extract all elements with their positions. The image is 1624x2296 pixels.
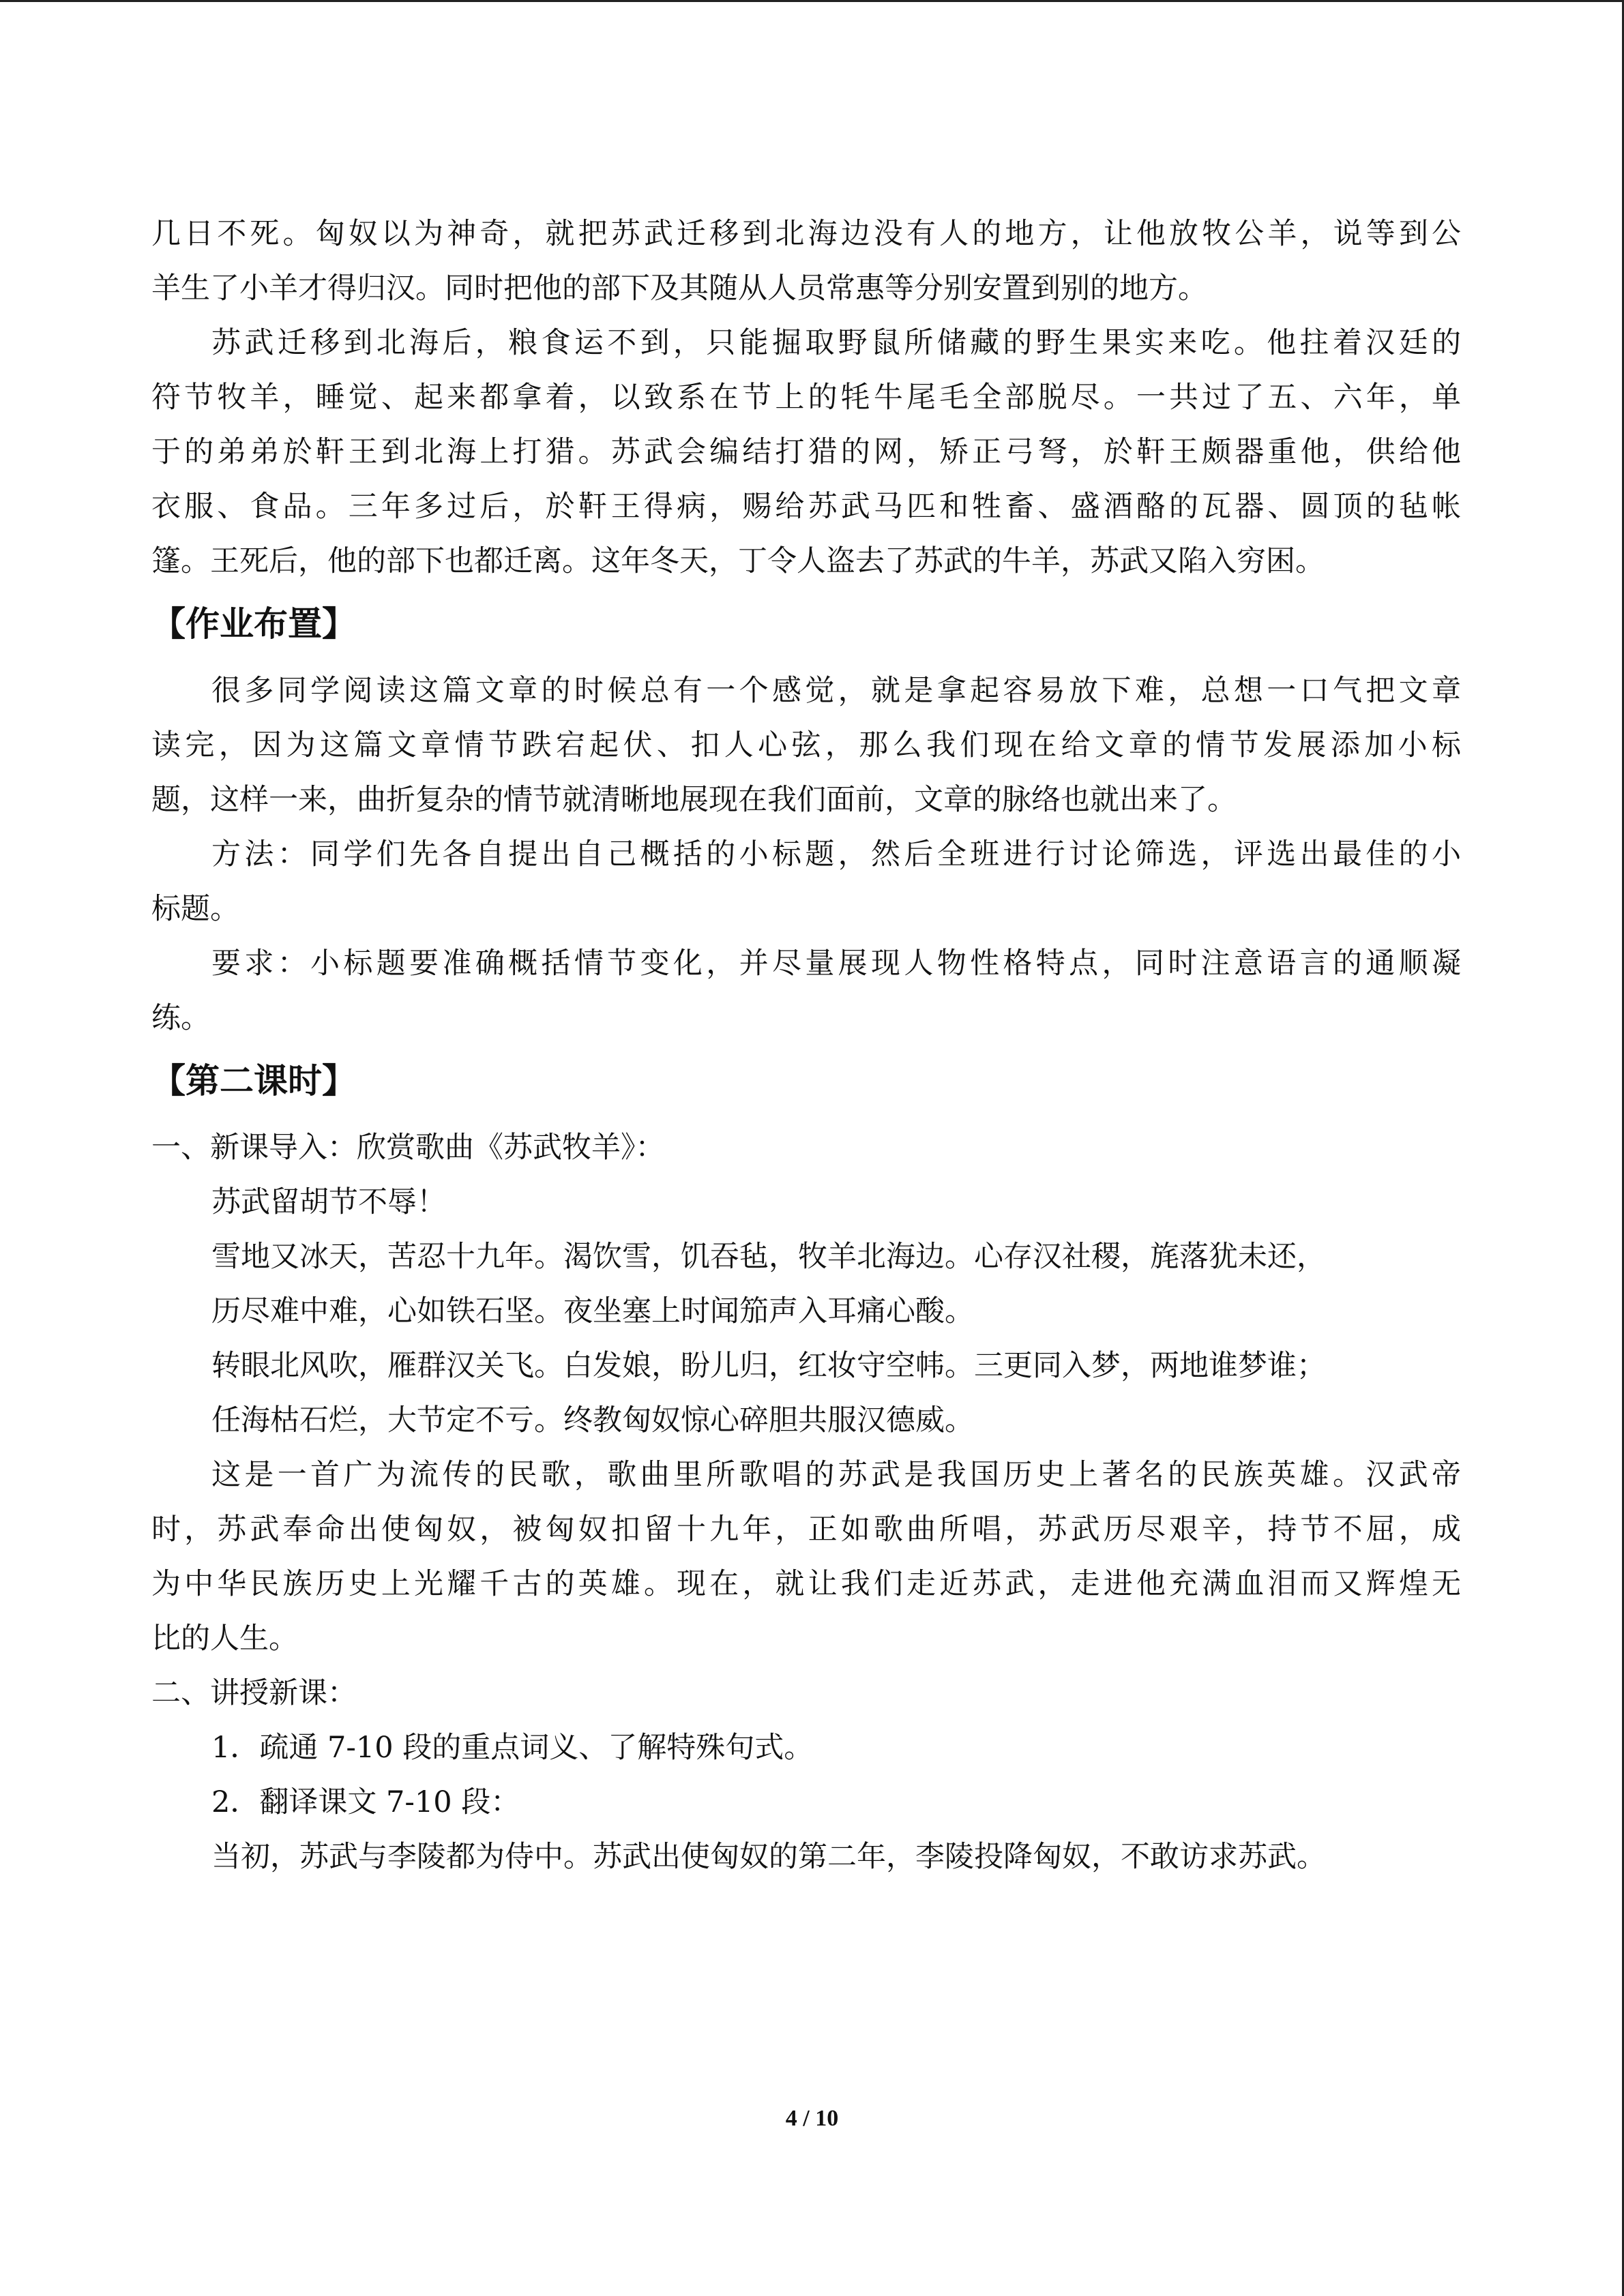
text-line: 题，这样一来，曲折复杂的情节就清晰地展现在我们面前，文章的脉络也就出来了。: [151, 783, 1237, 817]
text-line: 读完，因为这篇文章情节跌宕起伏、扣人心弦，那么我们现在给文章的情节发展添加小标: [151, 728, 1461, 762]
paragraph-translation: [151, 1830, 1461, 1884]
paragraph-song-intro: [151, 1448, 1461, 1666]
paragraph-requirement: [151, 936, 1461, 1045]
paragraph-3: [151, 664, 1461, 827]
section-1-title: 一、新课导入：欣赏歌曲《苏武牧羊》：: [151, 1131, 665, 1165]
song-lyrics: [151, 1175, 1461, 1448]
paragraph-method: [151, 827, 1461, 936]
text-line: 当初，苏武与李陵都为侍中。苏武出使匈奴的第二年，李陵投降匈奴，不敢访求苏武。: [211, 1840, 1326, 1874]
list-item: 1．疏通 7-10 段的重点词义、了解特殊句式。: [211, 1731, 814, 1765]
text-line: 这是一首广为流传的民歌，歌曲里所歌唱的苏武是我国历史上著名的民族英雄。汉武帝: [211, 1458, 1461, 1492]
text-line: 几日不死。匈奴以为神奇，就把苏武迁移到北海边没有人的地方，让他放牧公羊，说等到公: [151, 217, 1461, 251]
lyric-line: 雪地又冰天，苦忍十九年。渴饮雪，饥吞毡，牧羊北海边。心存汉社稷，旄落犹未还，: [211, 1240, 1326, 1274]
text-line: 时，苏武奉命出使匈奴，被匈奴扣留十九年，正如歌曲所唱，苏武历尽艰辛，持节不屈，成: [151, 1512, 1461, 1547]
lyric-line: 转眼北风吹，雁群汉关飞。白发娘，盼儿归，红妆守空帏。三更同入梦，两地谁梦谁；: [211, 1349, 1326, 1383]
text-line: 练。: [151, 1001, 210, 1035]
lyric-line: 任海枯石烂，大节定不亏。终教匈奴惊心碎胆共服汉德威。: [211, 1403, 974, 1437]
text-line: 符节牧羊，睡觉、起来都拿着，以致系在节上的牦牛尾毛全部脱尽。一共过了五、六年，单: [151, 381, 1461, 415]
text-line: 要求：小标题要准确概括情节变化，并尽量展现人物性格特点，同时注意语言的通顺凝: [211, 946, 1461, 981]
text-line: 标题。: [151, 892, 239, 926]
text-line: 苏武迁移到北海后，粮食运不到，只能掘取野鼠所储藏的野生果实来吃。他拄着汉廷的: [211, 326, 1461, 360]
text-line: 为中华民族历史上光耀千古的英雄。现在，就让我们走近苏武，走进他充满血泪而又辉煌无: [151, 1567, 1461, 1601]
text-line: 很多同学阅读这篇文章的时候总有一个感觉，就是拿起容易放下难，总想一口气把文章: [211, 674, 1461, 708]
text-line: 衣服、食品。三年多过后，於靬王得病，赐给苏武马匹和牲畜、盛酒酪的瓦器、圆顶的毡帐: [151, 490, 1461, 524]
text-line: 于的弟弟於靬王到北海上打猎。苏武会编结打猎的网，矫正弓弩，於靬王颇器重他，供给他: [151, 435, 1461, 469]
lyric-line: 苏武留胡节不辱！: [211, 1185, 446, 1219]
text-line: 篷。王死后，他的部下也都迁离。这年冬天，丁令人盗去了苏武的牛羊，苏武又陷入穷困。: [151, 544, 1325, 578]
section-2-title: 二、讲授新课：: [151, 1676, 357, 1710]
section-heading-lesson-2: 【第二课时】: [151, 1061, 356, 1101]
paragraph-1: [151, 207, 1461, 316]
text-line: 方法：同学们先各自提出自己概括的小标题，然后全班进行讨论筛选，评选出最佳的小: [211, 837, 1461, 871]
paragraph-2: [151, 316, 1461, 588]
text-line: 比的人生。: [151, 1622, 298, 1656]
lyric-line: 历尽难中难，心如铁石坚。夜坐塞上时闻笳声入耳痛心酸。: [211, 1294, 974, 1328]
section-heading-homework: 【作业布置】: [151, 604, 356, 644]
list-item: 2．翻译课文 7-10 段：: [211, 1785, 520, 1819]
section-2-list: [151, 1720, 1461, 1830]
text-line: 羊生了小羊才得归汉。同时把他的部下及其随从人员常惠等分别安置到别的地方。: [151, 271, 1207, 305]
document-body: [151, 207, 1461, 1884]
page-number: 4 / 10: [785, 2106, 839, 2131]
